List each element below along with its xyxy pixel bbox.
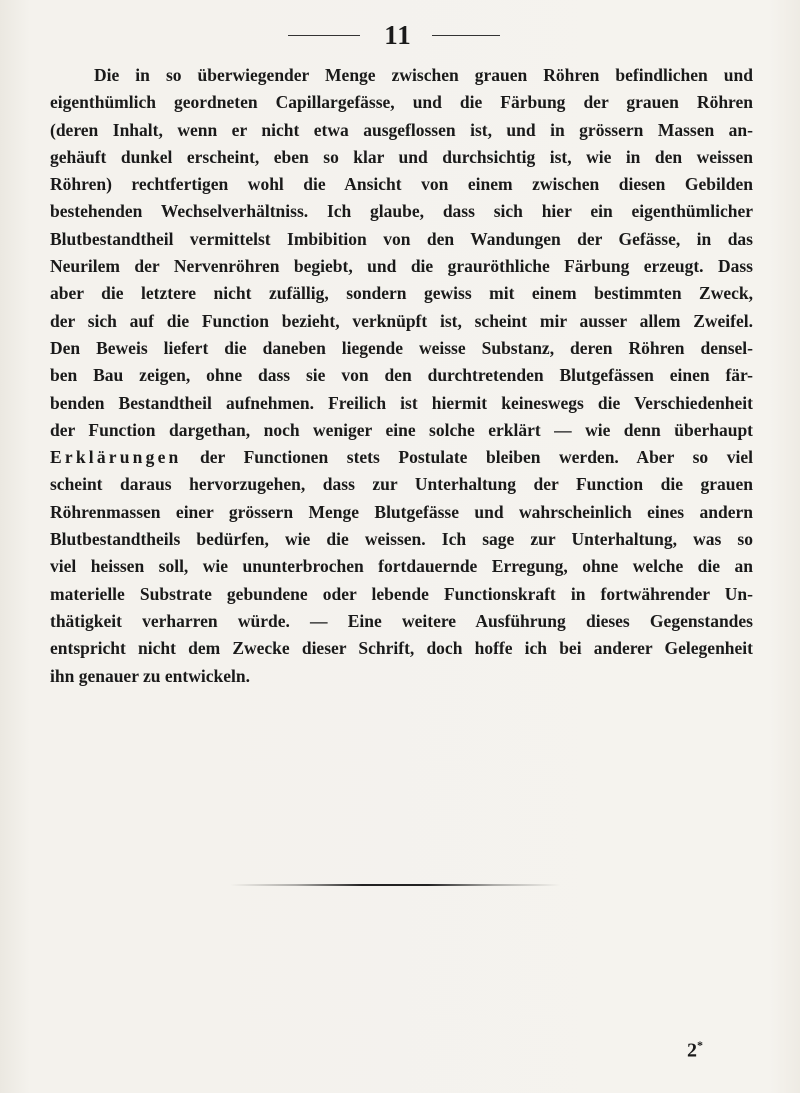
text-line: gehäuft dunkel erscheint, eben so klar und durchsichtig ist, wie in den weissen (50, 146, 753, 167)
text-line-with-emphasis (50, 444, 753, 471)
text-line: Röhren) rechtfertigen wohl die Ansicht von einem zwischen diesen Gebilden (50, 174, 753, 195)
header-rule-right (432, 35, 500, 36)
text-line: Den Beweis liefert die daneben liegende weisse Substanz, deren Röhren densel- (50, 337, 753, 358)
text-line: eigenthümlich geordneten Capillargefässe, und die Färbung der grauen Röhren (50, 92, 753, 113)
page-number: 11 (384, 20, 412, 50)
text-line: (deren Inhalt, wenn er nicht etwa ausgeflossen ist, und in grössern Massen an- (50, 119, 753, 140)
text-line: viel heissen soll, wie ununterbrochen fortdauernde Erregung, ohne welche die an (50, 556, 753, 577)
text-line: Röhrenmassen einer grössern Menge Blutgefässe und wahrscheinlich eines andern (50, 501, 753, 522)
text-line: ihn genauer zu entwickeln. (50, 665, 250, 686)
text-line: thätigkeit verharren würde. — Eine weitere Ausführung dieses Gegenstandes (50, 610, 753, 631)
text-line: ben Bau zeigen, ohne dass sie von den durchtretenden Blutgefässen einen fär- (50, 365, 753, 386)
text-line: benden Bestandtheil aufnehmen. Freilich ist hiermit keineswegs die Verschiedenheit (50, 392, 753, 413)
text-line: bestehenden Wechselverhältniss. Ich glaube, dass sich hier ein eigenthümlicher (50, 201, 753, 222)
emphasized-word: Erklärungen (50, 447, 182, 468)
text-line-rest: der Functionen stets Postulate bleiben werden. Aber so viel (181, 447, 753, 468)
header-rule-left (288, 35, 360, 36)
section-divider (230, 884, 560, 886)
text-line: der sich auf die Function bezieht, verknüpft ist, scheint mir ausser allem Zweifel. (50, 310, 753, 331)
signature-number: 2 (687, 1039, 697, 1062)
text-line: Die in so überwiegender Menge zwischen grauen Röhren befindlichen und (94, 65, 753, 85)
text-line: entspricht nicht dem Zwecke dieser Schrift, doch hoffe ich bei anderer Gelegenheit (50, 638, 753, 659)
text-line: Neurilem der Nervenröhren begiebt, und die grauröthliche Färbung erzeugt. Dass (50, 256, 753, 277)
text-line: der Function dargethan, noch weniger eine solche erklärt — wie denn überhaupt (50, 419, 753, 440)
text-line: aber die letztere nicht zufällig, sondern gewiss mit einem bestimmten Zweck, (50, 283, 753, 304)
text-line: scheint daraus hervorzugehen, dass zur Unterhaltung der Function die grauen (50, 474, 753, 495)
text-line: Blutbestandtheils bedürfen, wie die weissen. Ich sage zur Unterhaltung, was so (50, 529, 753, 550)
body-paragraph (50, 62, 753, 690)
printer-signature (687, 1038, 703, 1063)
text-line: materielle Substrate gebundene oder lebende Functionskraft in fortwährender Un- (50, 583, 753, 604)
signature-star: * (697, 1038, 703, 1052)
page-header (0, 18, 800, 52)
text-line: Blutbestandtheil vermittelst Imbibition von den Wandungen der Gefässe, in das (50, 228, 753, 249)
